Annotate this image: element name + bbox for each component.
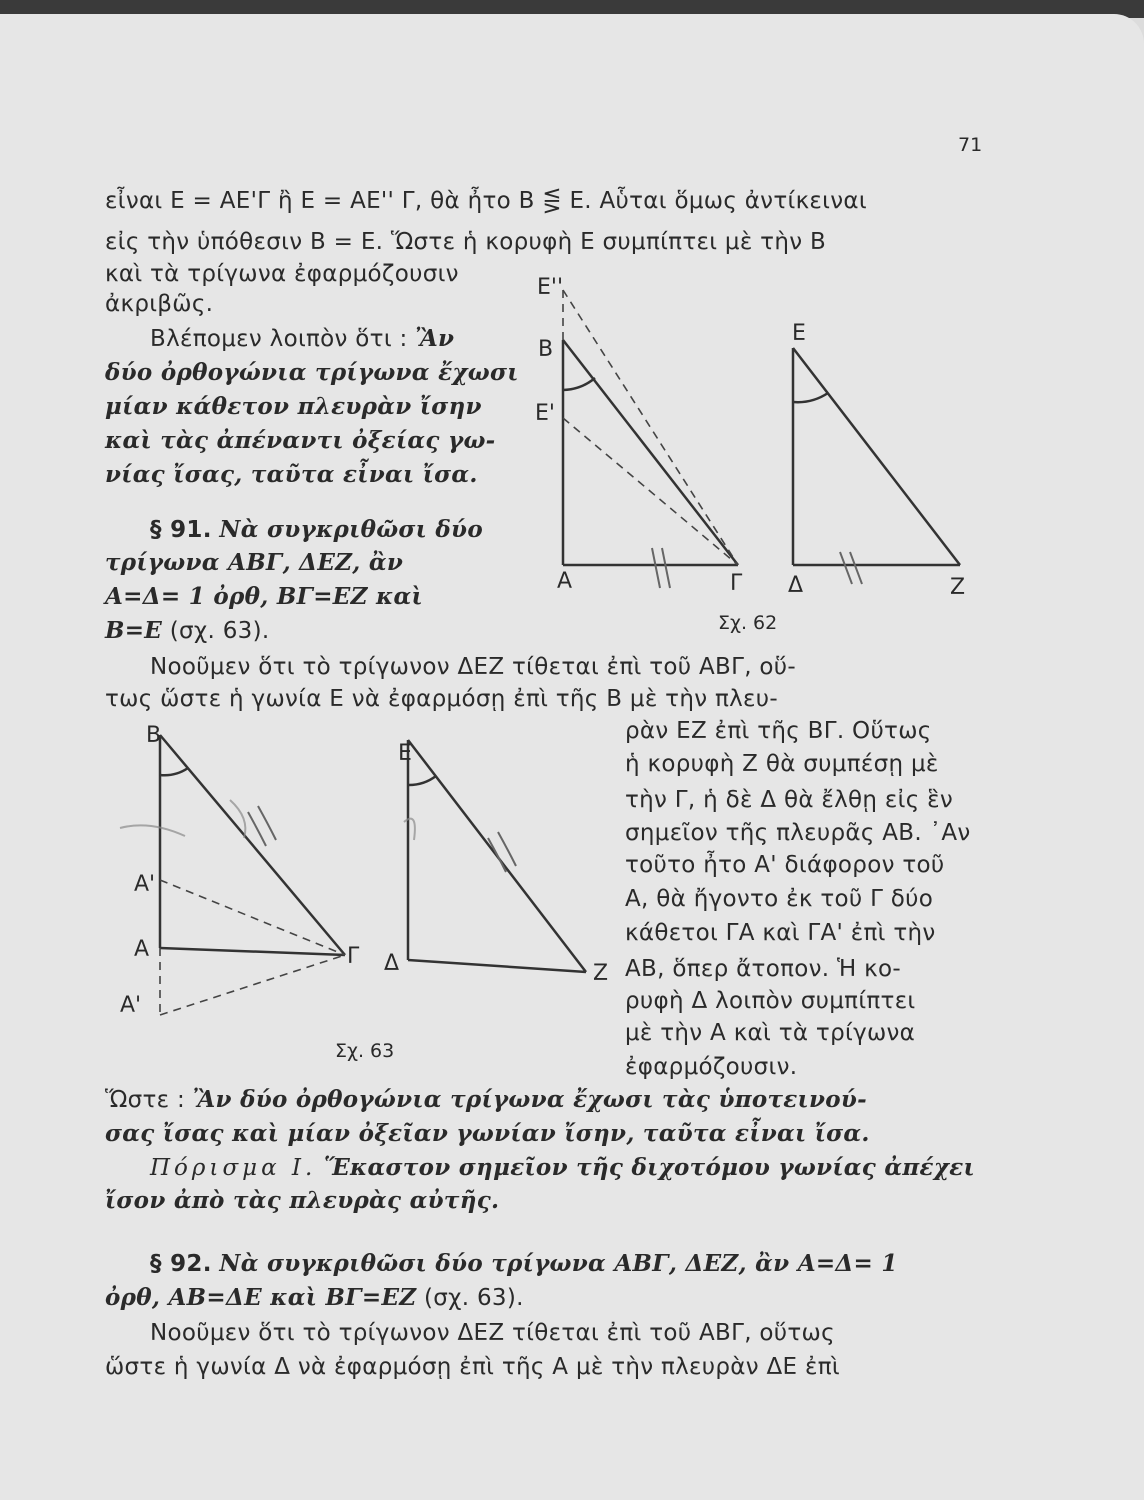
fig62-tick-mark (850, 552, 862, 584)
fig62-dashed-E1G (563, 418, 738, 565)
fig62-label: Ε' (535, 401, 555, 426)
section-title: Νὰ συγκριθῶσι δύο (219, 516, 483, 543)
fig63-angle-arc (160, 768, 188, 775)
fig62-label: Δ (788, 573, 804, 598)
section-condition: ὀρθ, ΑΒ=ΔΕ καὶ ΒΓ=ΕΖ (105, 1284, 417, 1311)
text-line: εἰς τὴν ὑπόθεσιν Β = Ε. Ὥστε ἡ κορυφὴ Ε συμπίπτει μὲ τὴν Β (105, 229, 827, 255)
fig63-dashed-A1G (160, 880, 345, 955)
fig62-label: Β (538, 337, 554, 362)
theorem-line: δύο ὀρθογώνια τρίγωνα ἔχωσι (105, 359, 519, 386)
fig63-label: Α (134, 937, 150, 962)
fig63-label: Δ (384, 951, 400, 976)
text-line: ρυφὴ Δ λοιπὸν συμπίπτει (625, 988, 916, 1014)
fig62-label: Α (557, 569, 573, 594)
theorem-2-lead: Ὥστε : (105, 1087, 186, 1113)
fig62-side-EZ (793, 348, 960, 565)
theorem-line: νίας ἴσας, ταῦτα εἶναι ἴσα. (105, 461, 478, 488)
text-line: τοῦτο ἦτο Α' διάφορον τοῦ (625, 852, 945, 878)
corollary-line: ἴσον ἀπὸ τὰς πλευρὰς αὐτῆς. (105, 1187, 500, 1214)
text-line: εἶναι Ε = ΑΕ'Γ ἢ Ε = ΑΕ'' Γ, θὰ ἦτο Β ⋚ Ε. Αὗται ὅμως ἀντίκειναι (105, 188, 867, 214)
theorem-intro-text: Βλέπομεν λοιπὸν ὅτι : (150, 326, 408, 352)
corollary-text: Ἕκαστον σημεῖον τῆς διχοτόμου γωνίας ἀπέχει (323, 1154, 975, 1181)
fig62-angle-arc-2 (793, 393, 828, 402)
fig62-label: Ε'' (537, 275, 563, 300)
pencil-annotation (120, 825, 185, 836)
theorem-line: σας ἴσας καὶ μίαν ὀξεῖαν γωνίαν ἴσην, ταῦτα εἶναι ἴσα. (105, 1120, 870, 1147)
fig63-label: Ζ (593, 961, 609, 986)
theorem-line: καὶ τὰς ἀπέναντι ὀξείας γω- (105, 427, 496, 454)
fig63-dashed-A2G (160, 955, 345, 1015)
fig62-tick-mark (652, 548, 660, 588)
fig63-label: Ε (398, 741, 412, 766)
text-line: ἡ κορυφὴ Ζ θὰ συμπέσῃ μὲ (625, 751, 939, 777)
text-line: Νοοῦμεν ὅτι τὸ τρίγωνον ΔΕΖ τίθεται ἐπὶ τοῦ ΑΒΓ, οὕ- (150, 654, 797, 680)
figure-reference: (σχ. 63). (424, 1285, 524, 1311)
text-line: τως ὥστε ἡ γωνία Ε νὰ ἐφαρμόσῃ ἐπὶ τῆς Β μὲ τὴν πλευ- (105, 686, 778, 712)
fig62-label: Ε (792, 321, 806, 346)
fig63-side-DZ (408, 960, 586, 972)
fig62-caption: Σχ. 62 (718, 612, 778, 634)
text-line: καὶ τὰ τρίγωνα ἐφαρμόζουσιν (105, 261, 459, 287)
text-line: ρὰν ΕΖ ἐπὶ τῆς ΒΓ. Οὕτως (625, 718, 932, 744)
fig63-caption: Σχ. 63 (335, 1040, 395, 1062)
fig62-dashed-E2G (563, 290, 738, 565)
text-line: κάθετοι ΓΑ καὶ ΓΑ' ἐπὶ τὴν (625, 920, 936, 946)
fig63-label: Γ (347, 944, 360, 969)
fig62-label: Γ (730, 571, 743, 596)
text-line: ἐφαρμόζουσιν. (625, 1054, 798, 1080)
text-line: Α, θὰ ἤγοντο ἐκ τοῦ Γ δύο (625, 886, 934, 912)
fig62-tick-mark (662, 548, 670, 588)
fig63-side-AG (160, 948, 345, 955)
fig62-label: Ζ (950, 575, 966, 600)
theorem-2-text: Ἂν δύο ὀρθογώνια τρίγωνα ἔχωσι τὰς ὑποτεινού- (192, 1086, 867, 1113)
text-line: ὥστε ἡ γωνία Δ νὰ ἐφαρμόσῃ ἐπὶ τῆς Α μὲ τὴν πλευρὰν ΔΕ ἐπὶ (105, 1354, 840, 1380)
text-line: μὲ τὴν Α καὶ τὰ τρίγωνα (625, 1020, 916, 1046)
section-title: Νὰ συγκριθῶσι δύο τρίγωνα ΑΒΓ, ΔΕΖ, ἂν Α=Δ= 1 (219, 1250, 898, 1277)
theorem-line: μίαν κάθετον πλευρὰν ἴσην (105, 393, 482, 420)
corollary-label: Πόρισμα Ι. (150, 1155, 317, 1181)
section-heading-line: τρίγωνα ΑΒΓ, ΔΕΖ, ἂν (105, 549, 404, 576)
fig63-label: Α' (134, 872, 156, 897)
text-line: τὴν Γ, ἡ δὲ Δ θὰ ἔλθῃ εἰς ἓν (625, 787, 954, 813)
fig62-side-BG (563, 340, 738, 565)
section-number: § 91. (150, 517, 212, 543)
fig63-label: Α' (120, 993, 142, 1018)
text-line: σημεῖον τῆς πλευρᾶς ΑΒ. ᾽Αν (625, 820, 971, 846)
figure-reference: (σχ. 63). (169, 618, 270, 644)
section-condition: Β=Ε (105, 617, 163, 644)
fig63-label: Β (146, 723, 162, 748)
fig62-tick-mark (840, 552, 852, 584)
text-line: Νοοῦμεν ὅτι τὸ τρίγωνον ΔΕΖ τίθεται ἐπὶ τοῦ ΑΒΓ, οὕτως (150, 1320, 835, 1346)
text-line: ΑΒ, ὅπερ ἄτοπον. Ἡ κο- (625, 956, 901, 982)
page-number: 71 (958, 134, 983, 156)
section-heading-line: Α=Δ= 1 ὀρθ, ΒΓ=ΕΖ καὶ (105, 583, 423, 610)
fig63-angle-arc-2 (408, 776, 436, 785)
section-number: § 92. (150, 1251, 212, 1277)
theorem-lead: Ἂν (415, 325, 455, 352)
fig62-angle-arc (563, 378, 595, 390)
pencil-annotation (404, 819, 415, 840)
text-line: ἀκριβῶς. (105, 291, 214, 317)
